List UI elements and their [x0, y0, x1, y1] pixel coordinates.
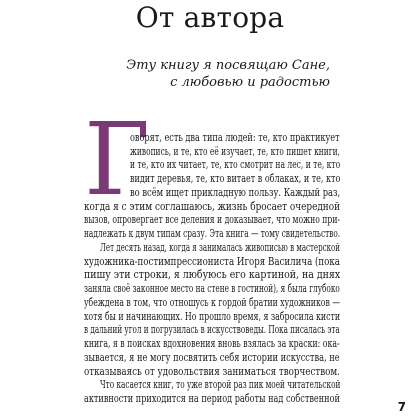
body-line: и те, кто их читает, те, кто смотрит на лес, и те, кто	[130, 157, 341, 172]
body-line: оворят, есть два типа людей: те, кто практикует	[130, 130, 340, 144]
body-line: Что касается книг, то уже второй раз пик моей читательской	[100, 377, 341, 392]
body-line: зывается, я не могу посвятить себя истории искусства, не	[84, 349, 340, 364]
dedication-line-1: Эту книгу я посвящаю Сане,	[126, 58, 330, 73]
page-title: От автора	[135, 1, 285, 34]
page-number: 7	[397, 400, 406, 414]
dedication-line-2: с любовью и радостью	[170, 75, 330, 90]
body-line: отказываясь от удовольствия заниматься творчеством.	[84, 363, 340, 378]
body-line: активности приходится на период работы над собственной	[84, 391, 340, 405]
body-line: заняла своё законное место на стене в гостиной), я была глубоко	[84, 281, 340, 296]
body-line: вызов, опровергает все деления и доказывает, что можно при-	[84, 212, 341, 227]
body-line: хотя бы и начинающих. Но прошло время, я забросила кисти	[84, 308, 341, 323]
dedication	[80, 57, 330, 91]
body-line: убеждена в том, что отношусь к гордой братии художников —	[84, 294, 340, 309]
body-line: когда я с этим соглашаюсь, жизнь бросает очередной	[84, 198, 341, 213]
body-line: видит деревья, те, кто витает в облаках, и те, кто	[130, 171, 341, 186]
body-line: надлежать к двум типам сразу. Эта книга — тому свидетельство.	[84, 226, 341, 241]
drop-cap: Г	[84, 101, 151, 218]
body-line: пишу эти строки, я любуюсь его картиной, на днях	[84, 267, 341, 282]
body-line: художника-постимпрессиониста Игоря Василича (пока	[84, 253, 340, 268]
body-line: в дальний угол и погрузилась в искусствоведы. Пока писалась эта	[84, 322, 340, 337]
body-line: во всём ищет прикладную пользу. Каждый раз,	[130, 184, 341, 199]
body-line: Лет десять назад, когда я занималась живописью в мастерской	[100, 239, 340, 254]
body-line: книга, я в поисках вдохновения вновь взялась за краски: ока-	[84, 336, 340, 351]
body-line: живопись, и те, кто её изучает, те, кто пишет книги,	[130, 143, 341, 158]
